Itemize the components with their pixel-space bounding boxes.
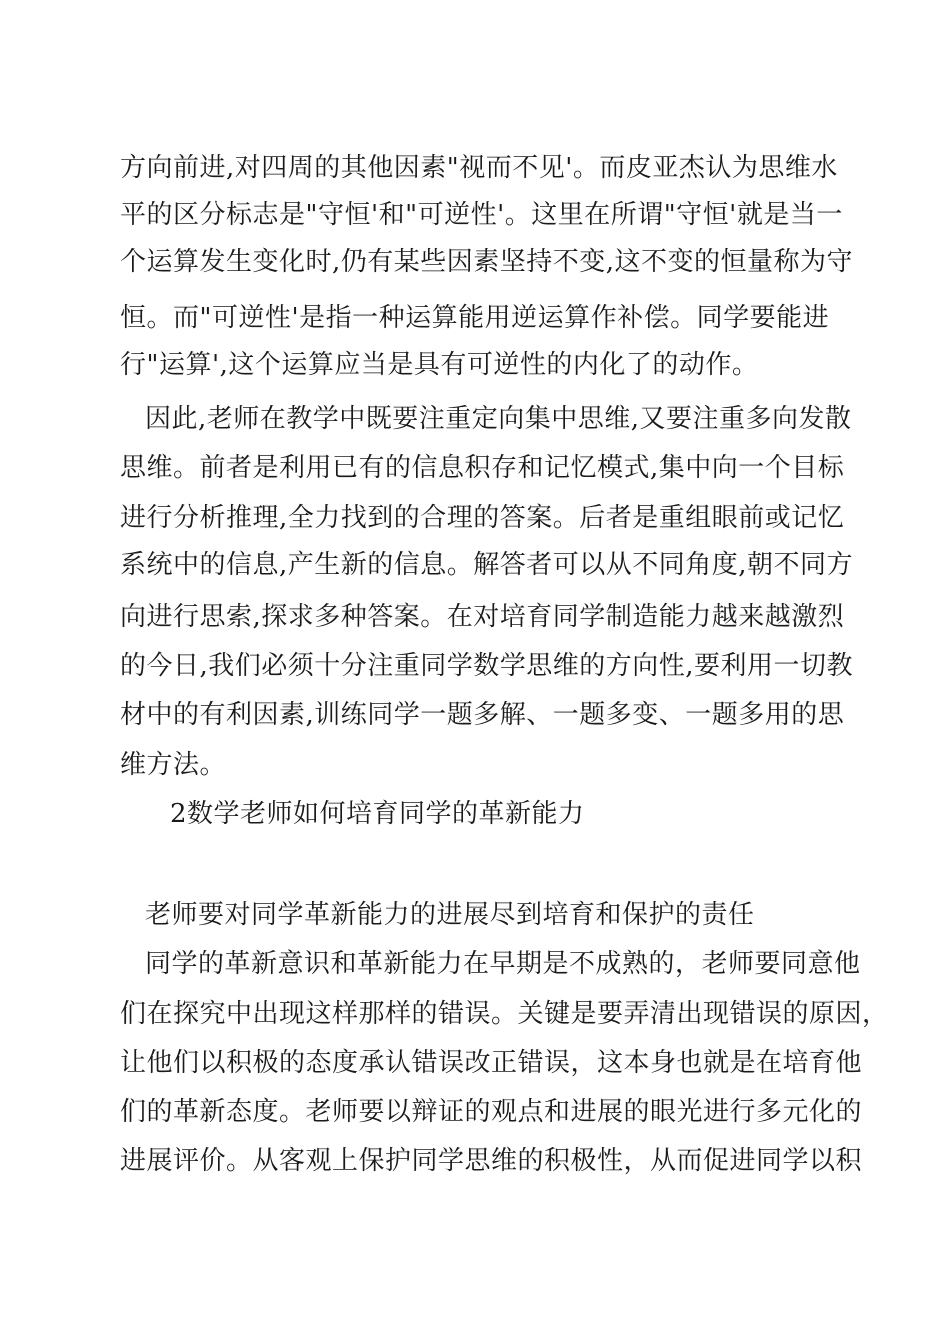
section-subheading: 老师要对同学革新能力的进展尽到培育和保护的责任: [145, 900, 755, 930]
paragraph-2-line-3: 进行分析推理,全力找到的合理的答案。后者是重组眼前或记忆: [120, 503, 845, 533]
section-heading: 2数学老师如何培育同学的革新能力: [170, 799, 585, 829]
paragraph-2-line-8: 维方法。: [120, 750, 227, 780]
paragraph-1-line-3: 个运算发生变化时,仍有某些因素坚持不变,这不变的恒量称为守: [120, 247, 854, 277]
paragraph-1-line-1: 方向前进,对四周的其他因素"视而不见'。而皮亚杰认为思维水: [120, 153, 838, 183]
paragraph-1-line-5: 行"运算',这个运算应当是具有可逆性的内化了的动作。: [120, 350, 759, 380]
paragraph-2-line-5: 向进行思索,探求多种答案。在对培育同学制造能力越来越激烈: [120, 602, 845, 632]
paragraph-2-line-2: 思维。前者是利用已有的信息积存和记忆模式,集中向一个目标: [120, 453, 845, 483]
paragraph-2-line-7: 材中的有利因素,训练同学一题多解、一题多变、一题多用的思: [120, 700, 845, 730]
paragraph-2-line-6: 的今日,我们必须十分注重同学数学思维的方向性,要利用一切教: [120, 651, 854, 681]
paragraph-3-line-2: 们在探究中出现这样那样的错误。关键是要弄清出现错误的原因，: [120, 999, 889, 1029]
paragraph-1-line-4: 恒。而"可逆性'是指一种运算能用逆运算作补偿。同学要能进: [120, 303, 830, 333]
paragraph-3-line-1: 同学的革新意识和革新能力在早期是不成熟的，老师要同意他: [145, 949, 861, 979]
paragraph-1-line-2: 平的区分标志是"守恒'和"可逆性'。这里在所谓"守恒'就是当一: [120, 200, 843, 230]
paragraph-2-line-1: 因此,老师在教学中既要注重定向集中思维,又要注重多向发散: [145, 404, 852, 434]
paragraph-2-line-4: 系统中的信息,产生新的信息。解答者可以从不同角度,朝不同方: [120, 550, 854, 580]
paragraph-3-line-3: 让他们以积极的态度承认错误改正错误，这本身也就是在培育他: [120, 1048, 863, 1078]
paragraph-3-line-4: 们的革新态度。老师要以辩证的观点和进展的眼光进行多元化的: [120, 1097, 863, 1127]
paragraph-3-line-5: 进展评价。从客观上保护同学思维的积极性，从而促进同学以积: [120, 1146, 863, 1176]
